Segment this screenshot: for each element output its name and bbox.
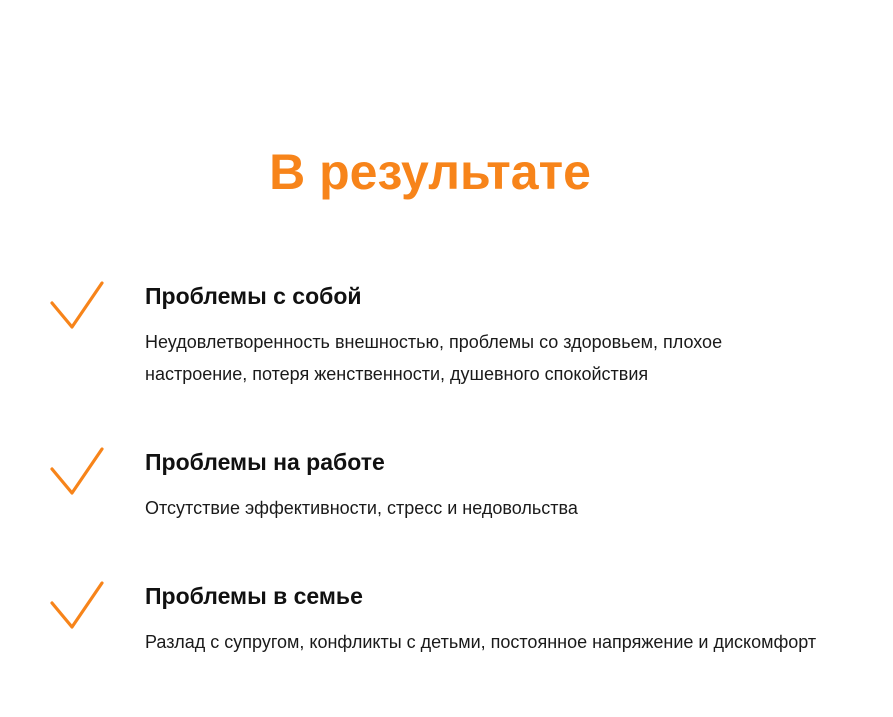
checkmark-icon (50, 581, 106, 631)
checkmark-icon (50, 281, 106, 331)
item-description: Разлад с супругом, конфликты с детьми, постоянное напряжение и дискомфорт (145, 632, 817, 652)
section-title: В результате (269, 144, 591, 200)
item-title: Проблемы в семье (145, 583, 363, 609)
item-title: Проблемы на работе (145, 449, 385, 475)
item-title: Проблемы с собой (145, 283, 362, 309)
item-description: Неудовлетворенность внешностью, проблемы со здоровьем, плохое настроение, потеря женственности, душевного спокойствия (145, 332, 723, 384)
checkmark-icon (50, 447, 106, 497)
item-description: Отсутствие эффективности, стресс и недовольства (145, 498, 578, 518)
